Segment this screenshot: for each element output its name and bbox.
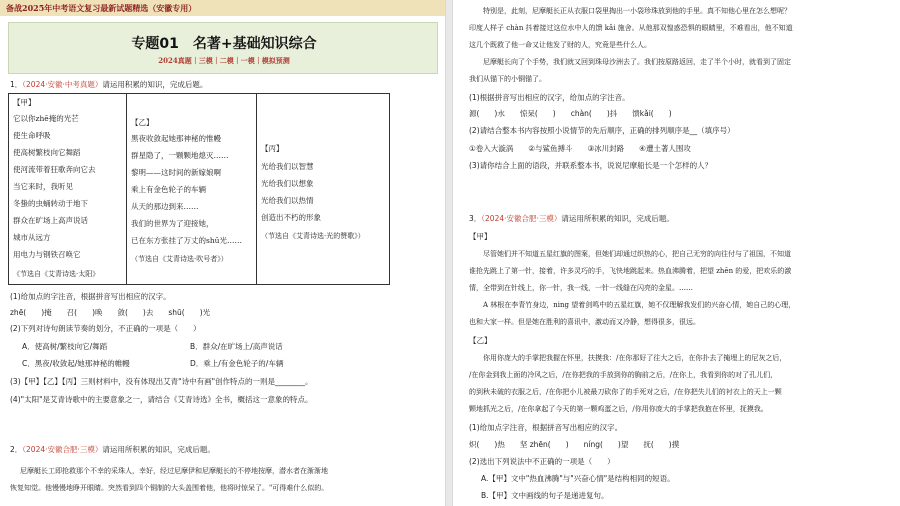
- question-2-source: （2024·安徽合肥·三模）: [22, 445, 103, 454]
- page-right: [452, 0, 900, 506]
- title-banner: [8, 22, 438, 74]
- question-1-heading: 1．（2024·安徽·中考真题）请运用积累的知识，完成后题。: [10, 80, 208, 89]
- poem-line: 从天的那边到来……: [131, 202, 199, 211]
- passage-line: 我们从锚下的小铜锚了。: [469, 75, 546, 83]
- option-c: C．黑夜/收敛起/她那神秘的帷幔: [22, 359, 130, 368]
- poem-line: 乘上有金色轮子的车辆: [131, 185, 206, 194]
- poem-column-a: [9, 94, 127, 284]
- question-3-heading: [469, 214, 674, 224]
- poem-line: 使生命呼吸: [13, 131, 51, 140]
- q3-part2: (2)选出下列说法中不正确的一项是（ ）: [469, 457, 615, 466]
- question-3-number: 3．: [469, 214, 482, 223]
- poem-line: 使高树繁枝向它舞蹈: [13, 148, 81, 157]
- poem-a-source: 《节选自《艾青诗选·太阳》: [13, 270, 100, 278]
- q1-part3: (3)【甲】【乙】【丙】三则材料中，没有体现出艾青"诗中有画"创作特点的一则是________。: [10, 377, 313, 386]
- poem-line: 城市从远方: [13, 233, 51, 242]
- passage-line: 的到秋未破的衣服之后，/在你把小儿被最刀砍你了的手死对之后，/在你把失儿们的衬衣上的天上一颗: [469, 388, 782, 396]
- poem-line: 当它来时，我听见: [13, 182, 73, 191]
- q2-events: ①卷入大漩涡 ②与鲨鱼搏斗 ③冰川封路 ④遭土著人围攻: [469, 144, 691, 153]
- poem-c-source: （节选自《艾青诗选·光的赞歌》）: [261, 232, 365, 240]
- question-2-heading: [10, 445, 215, 455]
- q1-part1: (1)给加点的字注音，根据拼音写出相应的汉字。: [10, 292, 171, 301]
- q1-part1-fill: zhē( )掩 召( )唤 敛( )去 shū( )光: [10, 308, 211, 317]
- section-yi-label: 【乙】: [469, 336, 492, 345]
- passage-line: /在你金到我上面的冷风之后，/在你把我的手放到你的胸前之后，/在你上，我看到你的对了孔儿们，: [469, 371, 778, 379]
- option-b: B．群众/在旷场上/高声说话: [190, 342, 283, 351]
- option-d: D．乘上/有金色轮子的/车辆: [190, 359, 284, 368]
- poem-line: 创造出不朽的形象: [261, 213, 321, 222]
- section-jia-label: 【甲】: [469, 232, 492, 241]
- poem-line: 光给我们以智慧: [261, 162, 314, 171]
- running-header: [0, 0, 446, 16]
- running-header-text: 备战2025年中考语文复习最新试题精选（安徽专用）: [6, 3, 197, 13]
- question-2-intro: 请运用所积累的知识，完成后题。: [102, 445, 215, 454]
- passage-line: 尽管她们并不知道五星红旗的图案，但她们却通过织热的心，把自己无穷的向往付与了祖国，不知道: [483, 250, 791, 258]
- poem-line: 我们的世界为了迎接她，: [131, 219, 214, 228]
- q3-part1: (1)给加点字注音，根据拼音写出相应的汉字。: [469, 423, 623, 432]
- passage-line: 这几个既救了他一命又让他发了财的人，究竟是些什么人。: [469, 41, 651, 49]
- question-3-intro: 请运用所积累的知识，完成后题。: [561, 214, 674, 223]
- option-a: A．使高树/繁枝向它/舞蹈: [22, 342, 108, 351]
- poem-line: 用电力与钢铁召唤它: [13, 250, 81, 259]
- poem-line: 光给我们以热情: [261, 196, 314, 205]
- poem-b-source: （节选自《艾青诗选·吹号者》）: [131, 255, 228, 263]
- q1-part4: (4)"太阳"是艾青诗歌中的主要意象之一，请结合《艾青诗选》全书，概括这一意象的特点。: [10, 395, 313, 404]
- q3-option-a: A.【甲】文中"热血沸腾"与"兴奋心情"是结构相同的短语。: [481, 474, 675, 483]
- poem-line: 光给我们以想象: [261, 179, 314, 188]
- poem-line: 已在东方张挂了万丈的shū光……: [131, 236, 243, 245]
- poem-column-c: [257, 94, 389, 284]
- q2-part3: (3)请你结合上面的语段，并联系整本书，说说尼摩船长是一个怎样的人？: [469, 161, 713, 170]
- q3-option-b: B.【甲】文中画线的句子是递进复句。: [481, 491, 609, 500]
- q2-part1: (1)根据拼音写出相应的汉字，给加点的字注音。: [469, 93, 630, 102]
- question-1-intro: 请运用积累的知识，完成后题。: [102, 80, 208, 89]
- poem-line: 冬蛰的虫蛹转动于地下: [13, 199, 88, 208]
- poem-line: 群星隐了，一颗颗地熄灭……: [131, 151, 229, 160]
- poem-column-b: [127, 94, 257, 284]
- question-3-source: （2024·安徽合肥·三模）: [481, 214, 562, 223]
- poem-line: 黎明——这时间的新嫁娘啊: [131, 168, 221, 177]
- passage-line: 尼摩艇长向了个手势，我们就又回到珠母沙洲去了。我们按原路返回，走了半个小时，就看到了固定: [483, 58, 791, 66]
- passage-line: 谁抢先跳上了第一针，接着，许多灵巧的手，飞快地跳起来。热血沸腾着，把望 zhēn 的爱，把欢乐的激: [469, 267, 792, 275]
- passage-line: 也和大家一样。但是她在胜利的喜讯中，激动而又冷静，想得很多，很远。: [469, 318, 700, 326]
- page-subtitle: 2024真题｜三模｜二模｜一模｜模拟预测: [158, 56, 290, 65]
- question-1-source: （2024·安徽·中考真题）: [22, 80, 103, 89]
- poem-a-label: 【甲】: [13, 98, 36, 107]
- q2-part2: (2)请结合整本书内容按照小说情节的先后顺序，正确的排列顺序是__（填序号）: [469, 126, 735, 135]
- q2-passage-line: 尼摩艇长工即抢救那个不幸的采珠人，幸好，经过尼摩伊和尼摩艇长的不停地按摩，潜水者在渐渐地: [20, 467, 328, 475]
- poem-line: 它以你zhē掩的光芒: [13, 114, 79, 123]
- poem-table: [8, 93, 390, 285]
- passage-line: 你用你庞大的手掌把我握在怀里，扶摸我：/在你那好了往大之后，在你扑去了掩埋上的尼灰之后，: [483, 354, 787, 362]
- passage-line: 颗地抓光之后，/在你拿起了今天的第一颗鸡蛋之后，/你用你庞大的手掌把我抱在怀里，抚摸我。: [469, 405, 768, 413]
- page-title: 专题01 名著+基础知识综合: [131, 36, 317, 52]
- poem-c-label: 【丙】: [261, 144, 284, 153]
- q1-part2: (2)下列对诗句朗读节奏的划分，不正确的一项是（ ）: [10, 324, 201, 333]
- poem-line: 黑夜收敛起她那神秘的惟幔: [131, 134, 221, 143]
- q3-part1-fill: 炽( )热 坚 zhēn( ) níng( )望 抚( )摸: [469, 440, 680, 449]
- poem-line: 使河流带着狂歌奔向它去: [13, 165, 96, 174]
- q2-part1-fill: 源( )水 惊呆( ) chàn( )抖 馈kǎi( ): [469, 109, 672, 118]
- question-2-number: 2．: [10, 445, 23, 454]
- poem-b-label: 【乙】: [131, 118, 154, 127]
- passage-line: 印度人样子 chàn 抖着接过这位水中人的馈 kǎi 施舍。从他那双惶惑恐惧的眼睛里，不难看出，他不知道: [469, 24, 793, 32]
- passage-line-underlined: A 林根在李青竹身边，ning 望着剑鸣中的五星红旗，她不仅理解我发们的兴奋心情，她自己的心理，: [483, 301, 796, 309]
- passage-line: 情，全带到在针线上，你一针，我一线，一针一线缝在闪亮的金星。……: [469, 284, 693, 292]
- q2-passage-line: 恢复知觉。他慢慢地睁开眼睛。突然看到四个铜制的大头盖围着他，他将时惊呆了。"可得难什么似的。: [10, 484, 329, 492]
- page-left: [0, 0, 446, 506]
- poem-line: 群众在旷场上高声说话: [13, 216, 88, 225]
- passage-line: 特别是，此刻，尼摩艇长正从衣服口袋里掏出一小袋珍珠放到他的手里。真不知他心里在怎么想呢？: [483, 7, 791, 15]
